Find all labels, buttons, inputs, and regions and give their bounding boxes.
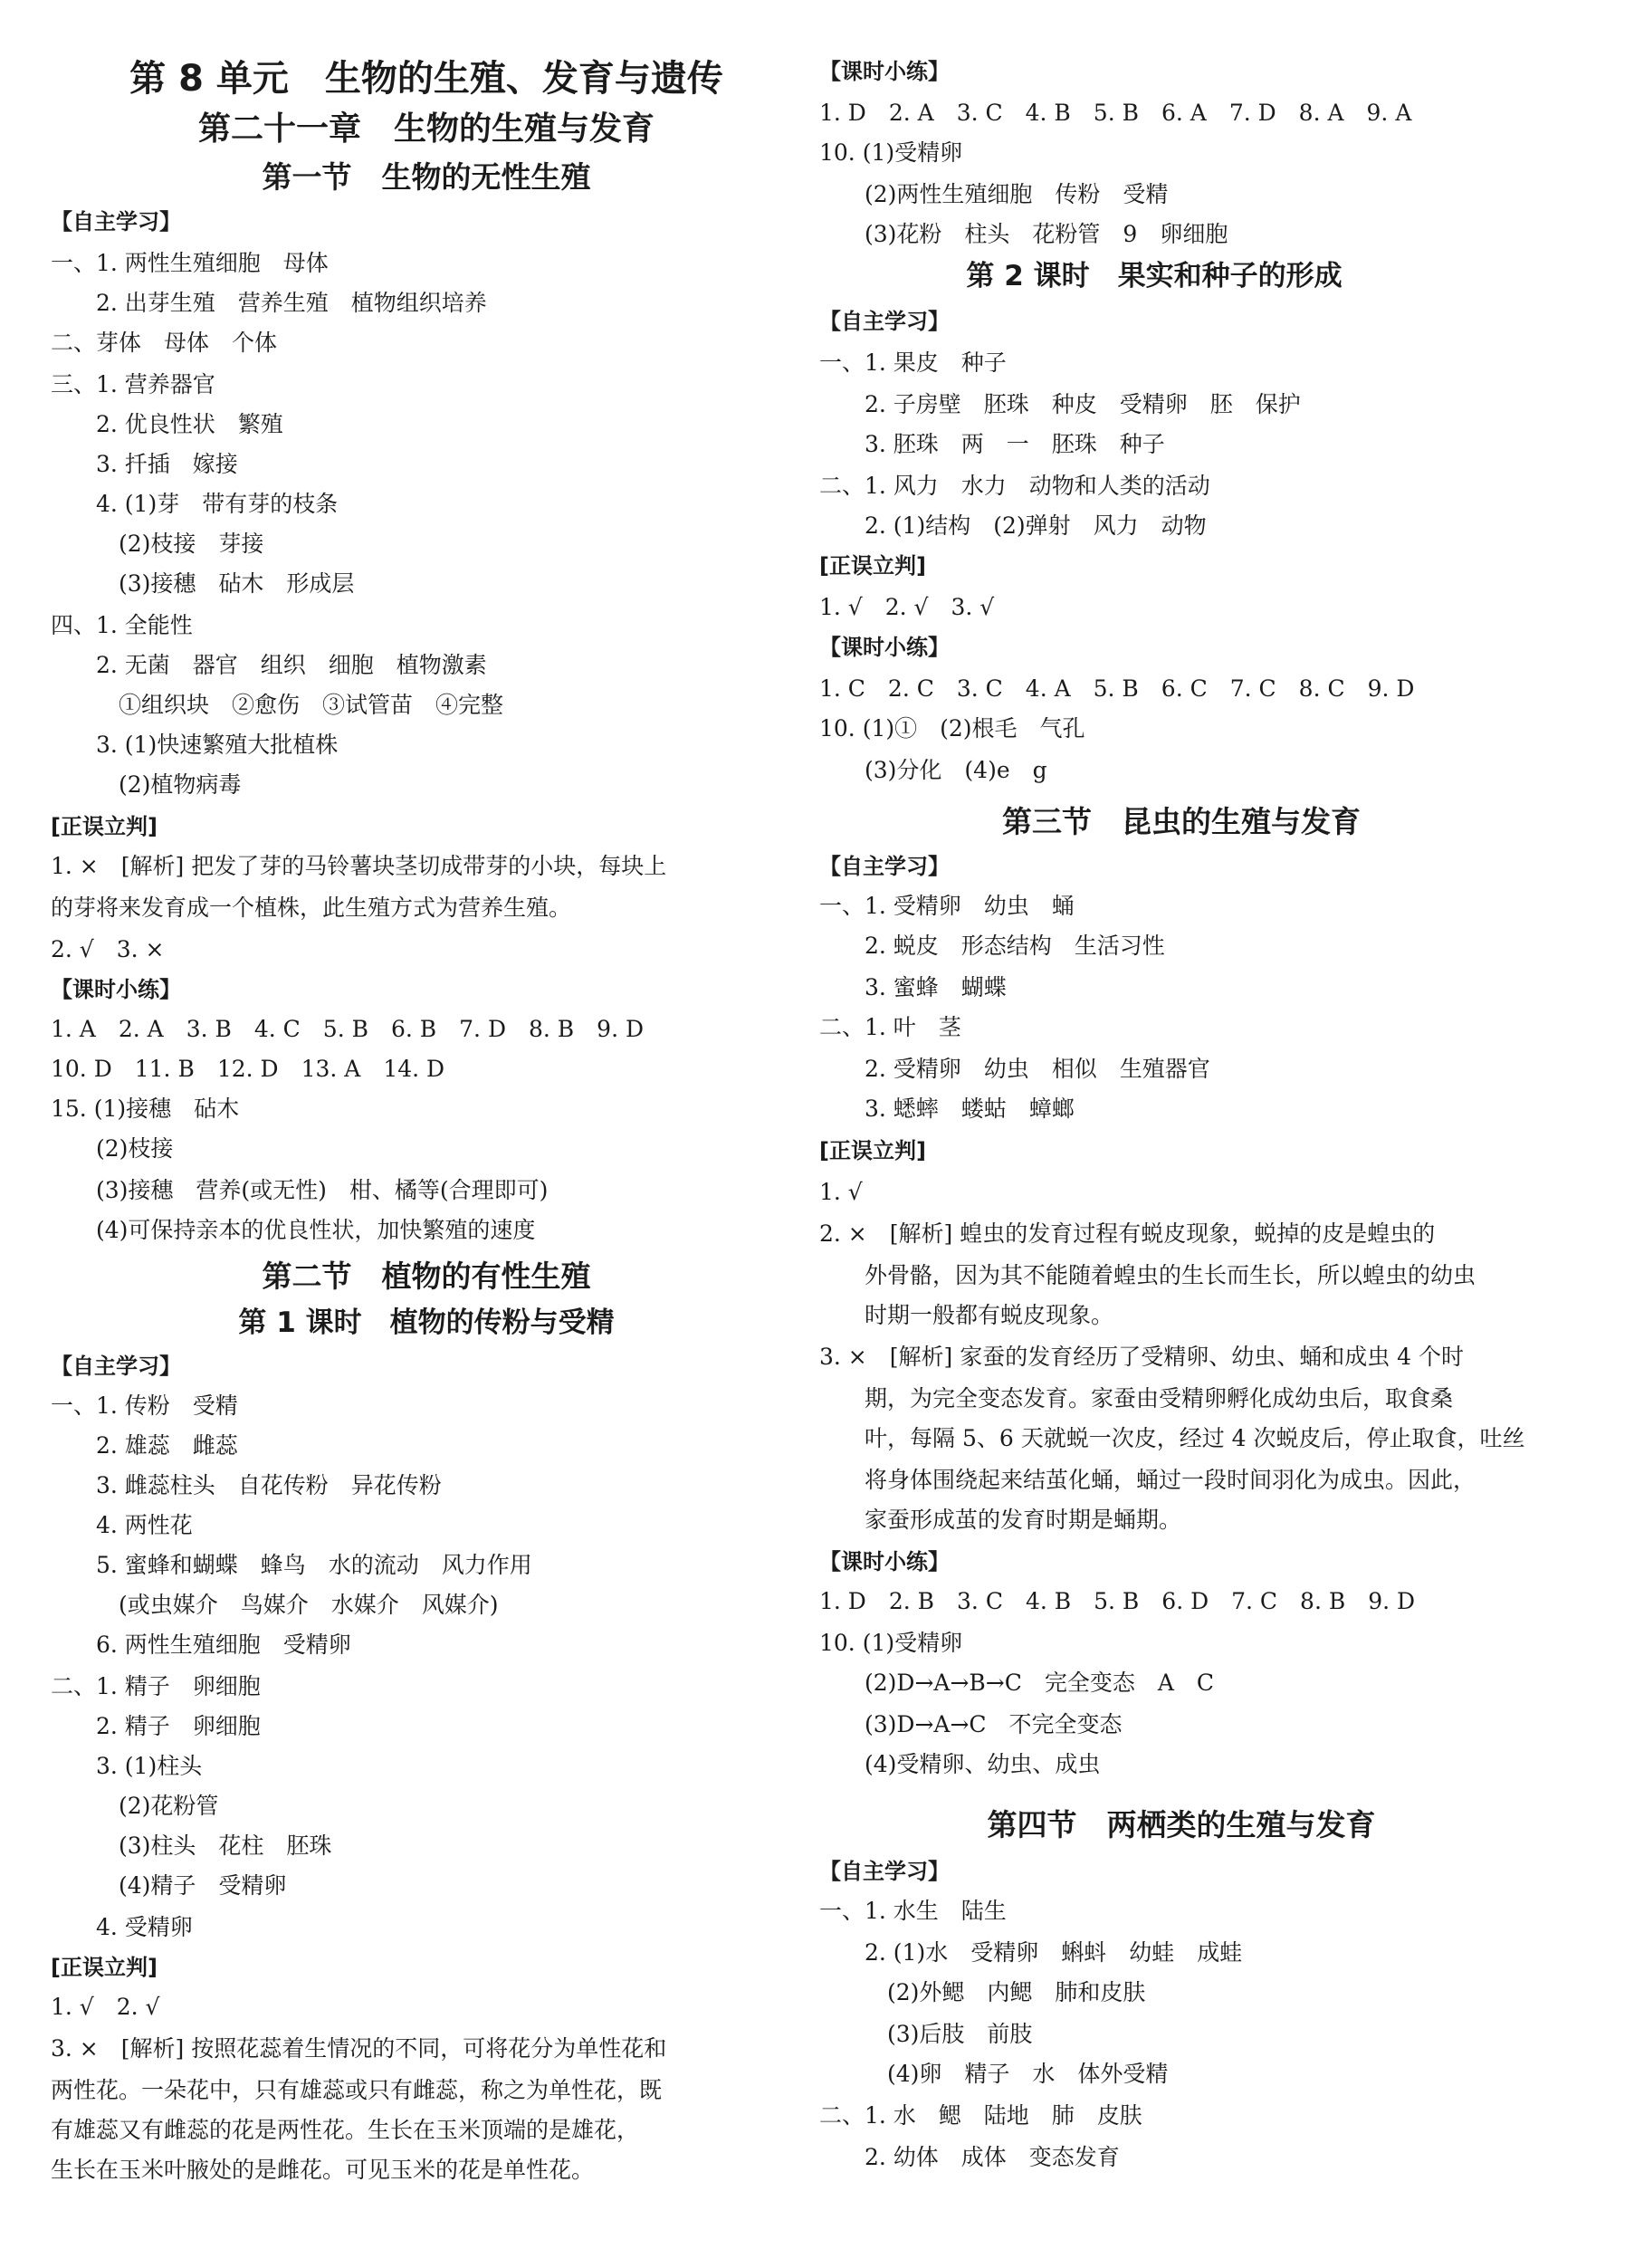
section-title: 第四节 两栖类的生殖与发育 bbox=[987, 1807, 1376, 1842]
answer-line: 2. 蜕皮 形态结构 生活习性 bbox=[819, 933, 1165, 959]
answer-line: 3. × [解析] 家蚕的发育经历了受精卵、幼虫、蛹和成虫 4 个时 bbox=[819, 1344, 1465, 1370]
answer-line: 1. √ 2. √ bbox=[51, 1994, 160, 2020]
section-title: 第一节 生物的无性生殖 bbox=[262, 159, 591, 195]
answer-line: 2. 幼体 成体 变态发育 bbox=[819, 2144, 1120, 2170]
answer-line: 2. 优良性状 繁殖 bbox=[51, 411, 283, 437]
answer-line: 3. 蜜蜂 蝴蝶 bbox=[819, 974, 1007, 1000]
answer-line: 二、1. 叶 茎 bbox=[819, 1014, 961, 1040]
answer-line: (或虫媒介 鸟媒介 水媒介 风媒介) bbox=[51, 1592, 499, 1618]
answer-line: (3)接穗 营养(或无性) 柑、橘等(合理即可) bbox=[51, 1177, 549, 1203]
lesson-title: 第 2 课时 果实和种子的形成 bbox=[966, 260, 1343, 292]
answer-line: 家蚕形成茧的发育时期是蛹期。 bbox=[819, 1507, 1182, 1533]
answer-line: 一、1. 水生 陆生 bbox=[819, 1898, 1007, 1924]
answer-line: (3)后肢 前肢 bbox=[819, 2021, 1033, 2047]
answer-line: 叶，每隔 5、6 天就蜕一次皮，经过 4 次蜕皮后，停止取食，吐丝 bbox=[819, 1425, 1525, 1451]
answer-line: 有雄蕊又有雌蕊的花是两性花。生长在玉米顶端的是雄花， bbox=[51, 2117, 640, 2143]
answer-line: 3. 雌蕊柱头 自花传粉 异花传粉 bbox=[51, 1472, 442, 1498]
section-tag: [正误立判] bbox=[819, 553, 926, 579]
section-tag: 【课时小练】 bbox=[819, 1549, 950, 1574]
answer-line: 2. × [解析] 蝗虫的发育过程有蜕皮现象，蜕掉的皮是蝗虫的 bbox=[819, 1220, 1436, 1247]
section-title: 第二节 植物的有性生殖 bbox=[262, 1258, 591, 1294]
answer-line: 的芽将来发育成一个植株，此生殖方式为营养生殖。 bbox=[51, 895, 572, 921]
answer-line: 1. √ 2. √ 3. √ bbox=[819, 594, 995, 620]
section-tag: 【自主学习】 bbox=[51, 1354, 181, 1379]
answer-line: (4)卵 精子 水 体外受精 bbox=[819, 2061, 1169, 2087]
answer-line: 一、1. 两性生殖细胞 母体 bbox=[51, 250, 329, 276]
answer-line: 1. × [解析] 把发了芽的马铃薯块茎切成带芽的小块，每块上 bbox=[51, 853, 667, 879]
answer-line: (2)植物病毒 bbox=[51, 771, 242, 798]
answer-line: 3. 扦插 嫁接 bbox=[51, 451, 238, 477]
section-tag: 【自主学习】 bbox=[819, 1859, 950, 1884]
answer-line: 1. D 2. B 3. C 4. B 5. B 6. D 7. C 8. B 9. D bbox=[819, 1588, 1416, 1614]
answer-line: (2)枝接 芽接 bbox=[51, 531, 264, 557]
answer-line: 时期一般都有蜕皮现象。 bbox=[819, 1302, 1114, 1328]
answer-line: (2)外鳃 内鳃 肺和皮肤 bbox=[819, 1979, 1146, 2005]
lesson-title: 第 1 课时 植物的传粉与受精 bbox=[238, 1306, 615, 1339]
answer-line: 2. 雄蕊 雌蕊 bbox=[51, 1432, 238, 1459]
answer-line: 1. C 2. C 3. C 4. A 5. B 6. C 7. C 8. C 9. D bbox=[819, 675, 1415, 702]
answer-line: 10. (1)受精卵 bbox=[819, 1630, 963, 1656]
answer-line: 2. 受精卵 幼虫 相似 生殖器官 bbox=[819, 1056, 1210, 1082]
answer-line: 5. 蜜蜂和蝴蝶 蜂鸟 水的流动 风力作用 bbox=[51, 1552, 532, 1578]
section-tag: 【课时小练】 bbox=[819, 635, 950, 660]
answer-line: (3)接穗 砧木 形成层 bbox=[51, 570, 355, 597]
answer-line: 3. 蟋蟀 蝼蛄 蟑螂 bbox=[819, 1096, 1075, 1122]
answer-line: (3)柱头 花柱 胚珠 bbox=[51, 1833, 332, 1859]
answer-line: (3)分化 (4)e g bbox=[819, 757, 1047, 783]
answer-line: 二、1. 水 鳃 陆地 肺 皮肤 bbox=[819, 2102, 1142, 2129]
answer-line: 3. 胚珠 两 一 胚珠 种子 bbox=[819, 431, 1165, 457]
answer-line: 4. 两性花 bbox=[51, 1512, 193, 1538]
section-tag: 【课时小练】 bbox=[51, 977, 181, 1002]
answer-line: 将身体围绕起来结茧化蛹，蛹过一段时间羽化为成虫。因此， bbox=[819, 1467, 1476, 1493]
section-tag: 【自主学习】 bbox=[51, 209, 181, 234]
answer-line: (4)可保持亲本的优良性状，加快繁殖的速度 bbox=[51, 1217, 536, 1243]
answer-line: 二、芽体 母体 个体 bbox=[51, 330, 278, 356]
answer-line: ①组织块 ②愈伤 ③试管苗 ④完整 bbox=[51, 692, 504, 718]
answer-line: 二、1. 精子 卵细胞 bbox=[51, 1673, 261, 1699]
answer-line: 2. 子房壁 胚珠 种皮 受精卵 胚 保护 bbox=[819, 391, 1301, 417]
answer-line: 1. D 2. A 3. C 4. B 5. B 6. A 7. D 8. A 9. A bbox=[819, 100, 1412, 126]
answer-line: (3)D→A→C 不完全变态 bbox=[819, 1711, 1123, 1737]
answer-line: (4)受精卵、幼虫、成虫 bbox=[819, 1751, 1101, 1777]
answer-line: 2. 出芽生殖 营养生殖 植物组织培养 bbox=[51, 290, 487, 316]
answer-line: (2)D→A→B→C 完全变态 A C bbox=[819, 1670, 1215, 1696]
answer-line: 10. (1)受精卵 bbox=[819, 139, 963, 166]
answer-line: 四、1. 全能性 bbox=[51, 612, 193, 638]
answer-line: 1. A 2. A 3. B 4. C 5. B 6. B 7. D 8. B 9. D bbox=[51, 1016, 645, 1042]
answer-line: 1. √ bbox=[819, 1179, 863, 1205]
answer-line: 6. 两性生殖细胞 受精卵 bbox=[51, 1632, 351, 1658]
section-tag: [正误立判] bbox=[51, 814, 158, 839]
answer-line: 2. (1)水 受精卵 蝌蚪 幼蛙 成蛙 bbox=[819, 1939, 1243, 1966]
answer-line: 外骨骼，因为其不能随着蝗虫的生长而生长，所以蝗虫的幼虫 bbox=[819, 1262, 1476, 1288]
answer-line: 2. 精子 卵细胞 bbox=[51, 1713, 261, 1739]
answer-line: 3. (1)柱头 bbox=[51, 1753, 203, 1779]
section-tag: 【自主学习】 bbox=[819, 309, 950, 334]
answer-line: 4. 受精卵 bbox=[51, 1914, 193, 1940]
answer-line: 一、1. 受精卵 幼虫 蛹 bbox=[819, 893, 1075, 919]
answer-line: 3. (1)快速繁殖大批植株 bbox=[51, 732, 339, 758]
chapter-title: 第二十一章 生物的生殖与发育 bbox=[197, 110, 655, 148]
answer-line: 一、1. 传粉 受精 bbox=[51, 1392, 238, 1419]
answer-line: (4)精子 受精卵 bbox=[51, 1872, 287, 1899]
answer-line: 二、1. 风力 水力 动物和人类的活动 bbox=[819, 473, 1210, 499]
answer-line: 期，为完全变态发育。家蚕由受精卵孵化成幼虫后，取食桑 bbox=[819, 1385, 1454, 1412]
answer-line: 2. 无菌 器官 组织 细胞 植物激素 bbox=[51, 652, 487, 678]
answer-line: 10. (1)① (2)根毛 气孔 bbox=[819, 715, 1085, 742]
answer-line: 4. (1)芽 带有芽的枝条 bbox=[51, 491, 339, 517]
answer-line: (2)枝接 bbox=[51, 1135, 174, 1162]
answer-line: 生长在玉米叶腋处的是雌花。可见玉米的花是单性花。 bbox=[51, 2157, 595, 2183]
section-tag: 【课时小练】 bbox=[819, 59, 950, 84]
answer-line: (3)花粉 柱头 花粉管 9 卵细胞 bbox=[819, 221, 1228, 247]
answer-line: 一、1. 果皮 种子 bbox=[819, 349, 1007, 376]
section-tag: [正误立判] bbox=[819, 1138, 926, 1163]
answer-line: (2)花粉管 bbox=[51, 1793, 219, 1819]
answer-line: 2. (1)结构 (2)弹射 风力 动物 bbox=[819, 512, 1207, 539]
unit-title: 第 8 单元 生物的生殖、发育与遗传 bbox=[129, 58, 723, 100]
answer-line: 15. (1)接穗 砧木 bbox=[51, 1096, 240, 1122]
answer-line: 三、1. 营养器官 bbox=[51, 371, 215, 397]
section-title: 第三节 昆虫的生殖与发育 bbox=[1002, 804, 1361, 839]
section-tag: 【自主学习】 bbox=[819, 854, 950, 879]
answer-line: 3. × [解析] 按照花蕊着生情况的不同，可将花分为单性花和 bbox=[51, 2035, 667, 2062]
answer-line: 10. D 11. B 12. D 13. A 14. D bbox=[51, 1056, 445, 1082]
section-tag: [正误立判] bbox=[51, 1955, 158, 1980]
answer-line: 两性花。一朵花中，只有雄蕊或只有雌蕊，称之为单性花，既 bbox=[51, 2077, 663, 2103]
answer-line: 2. √ 3. × bbox=[51, 936, 165, 962]
answer-line: (2)两性生殖细胞 传粉 受精 bbox=[819, 181, 1169, 207]
